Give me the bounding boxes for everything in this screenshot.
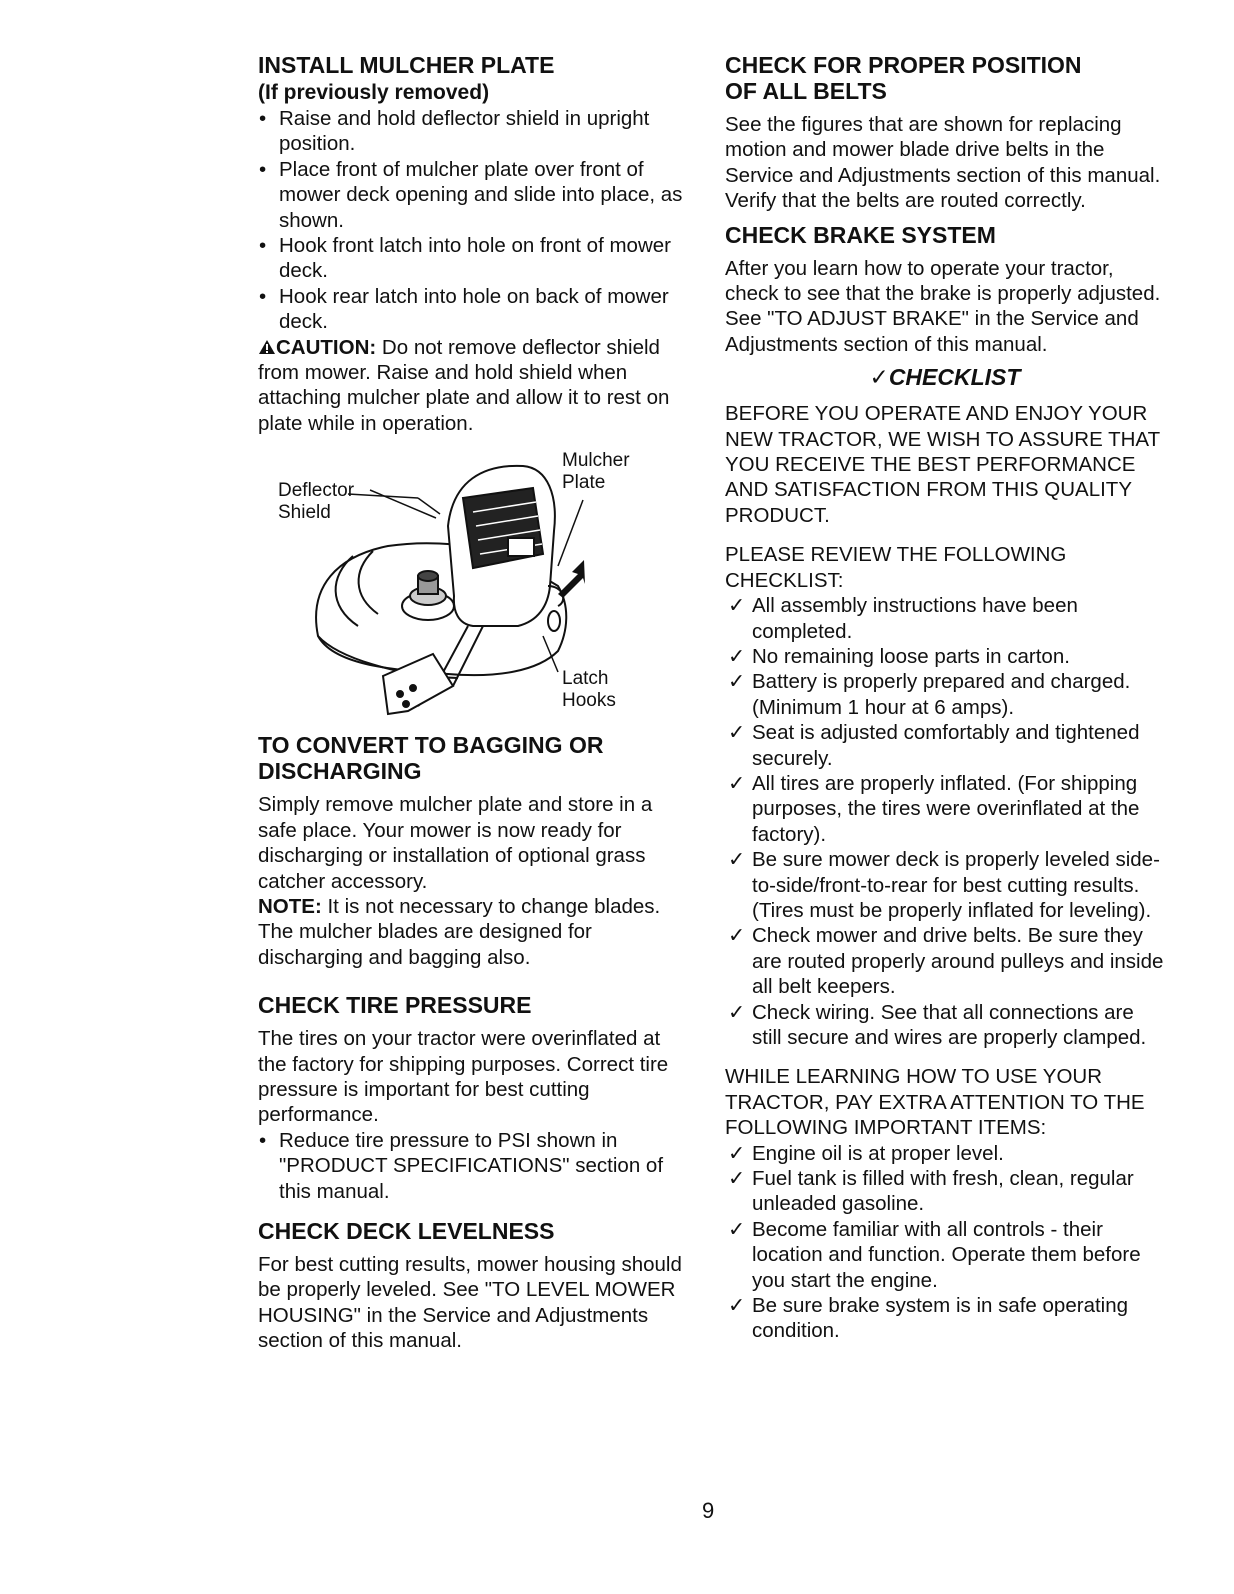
checklist-list bbox=[725, 593, 1165, 1050]
section-title: CHECK TIRE PRESSURE bbox=[258, 992, 532, 1019]
checklist-item: ✓ Engine oil is at proper level. bbox=[728, 1141, 1004, 1165]
checklist-item: ✓ Battery is properly prepared and charged. (Minimum 1 hour at 6 amps). bbox=[728, 670, 1131, 719]
section-title: CHECK FOR PROPER POSITION OF ALL BELTS bbox=[725, 52, 1082, 104]
mulcher-plate-figure bbox=[258, 436, 688, 718]
checklist-item: ✓ Be sure mower deck is properly leveled side-to-side/front-to-rear for best cutting results. (Tires must be properly inflated for leveling). bbox=[728, 848, 1160, 922]
checklist-item: ✓ Check mower and drive belts. Be sure they are routed properly around pulleys and inside all belt keepers. bbox=[728, 924, 1164, 999]
install-mulcher-plate-section bbox=[258, 52, 688, 436]
section-body: The tires on your tractor were overinflated at the factory for shipping purposes. Correct tire pressure is important for best cutting performance. bbox=[258, 1027, 669, 1127]
warning-triangle-icon bbox=[258, 339, 276, 355]
checklist-item: ✓ All tires are properly inflated. (For shipping purposes, the tires were overinflated at the factory). bbox=[728, 771, 1140, 846]
list-item: • Hook rear latch into hole on back of mower deck. bbox=[259, 284, 669, 334]
deck-levelness-section bbox=[258, 1218, 688, 1354]
bullet-icon: • bbox=[259, 284, 267, 308]
bullet-icon: • bbox=[259, 1128, 267, 1152]
list-item: • Raise and hold deflector shield in upright position. bbox=[259, 107, 650, 156]
list-item: • Hook front latch into hole on front of mower deck. bbox=[259, 234, 671, 283]
section-body: After you learn how to operate your tractor, check to see that the brake is properly adjusted. See "TO ADJUST BRAKE" in the Service and Adjustments section of this manual. bbox=[725, 256, 1161, 356]
checklist-item: ✓ No remaining loose parts in carton. bbox=[728, 644, 1070, 668]
check-icon: ✓ bbox=[728, 670, 746, 694]
check-icon: ✓ bbox=[728, 771, 746, 795]
list-item: • Place front of mulcher plate over front of mower deck opening and slide into place, as shown. bbox=[259, 157, 683, 232]
check-icon: ✓ bbox=[728, 924, 746, 948]
section-title: CHECK DECK LEVELNESS bbox=[258, 1217, 555, 1244]
bullet-list bbox=[258, 1128, 688, 1204]
check-icon: ✓ bbox=[728, 594, 746, 618]
checklist-learning: WHILE LEARNING HOW TO USE YOUR TRACTOR, PAY EXTRA ATTENTION TO THE FOLLOWING IMPORTANT ITEMS: bbox=[725, 1065, 1145, 1140]
checklist-item: ✓ Check wiring. See that all connections are still secure and wires are properly clamped. bbox=[728, 1000, 1147, 1049]
bullet-icon: • bbox=[259, 107, 267, 130]
important-items-list bbox=[725, 1141, 1165, 1344]
latch-hooks-label: Latch Hooks bbox=[562, 668, 616, 712]
note-paragraph: NOTE: It is not necessary to change blades. The mulcher blades are designed for discharging and bagging also. bbox=[258, 894, 661, 969]
list-item: • Reduce tire pressure to PSI shown in "PRODUCT SPECIFICATIONS" section of this manual. bbox=[259, 1128, 664, 1203]
mulcher-plate-label: Mulcher Plate bbox=[562, 450, 630, 494]
bullet-icon: • bbox=[259, 157, 267, 181]
page-number: 9 bbox=[702, 1498, 715, 1523]
check-icon: ✓ bbox=[728, 1167, 746, 1191]
check-icon: ✓ bbox=[728, 1294, 746, 1318]
checklist-heading: ✓CHECKLIST bbox=[869, 364, 1021, 391]
right-column bbox=[725, 52, 1165, 1344]
deflector-shield-label: Deflector Shield bbox=[278, 480, 355, 524]
left-column bbox=[258, 52, 688, 1354]
bullet-icon: • bbox=[259, 234, 267, 258]
check-icon: ✓ bbox=[728, 1141, 746, 1165]
checklist-item: ✓ All assembly instructions have been completed. bbox=[728, 594, 1078, 643]
caution-paragraph bbox=[258, 335, 688, 437]
checklist-item: ✓ Be sure brake system is in safe operating condition. bbox=[728, 1294, 1129, 1343]
checklist-item: ✓ Seat is adjusted comfortably and tightened securely. bbox=[728, 721, 1140, 770]
check-icon: ✓ bbox=[728, 721, 746, 745]
section-title: TO CONVERT TO BAGGING OR DISCHARGING bbox=[258, 732, 604, 785]
checklist-section bbox=[725, 363, 1165, 1344]
checklist-review: PLEASE REVIEW THE FOLLOWING CHECKLIST: bbox=[725, 543, 1067, 592]
convert-bagging-section bbox=[258, 732, 688, 970]
caution-text: Do not remove deflector shield from mower. Raise and hold shield when attaching mulcher plate and allow it to rest on plate while in operation. bbox=[258, 335, 670, 435]
checklist-item: ✓ Fuel tank is filled with fresh, clean, regular unleaded gasoline. bbox=[728, 1167, 1134, 1216]
section-title: INSTALL MULCHER PLATE bbox=[258, 52, 555, 78]
bullet-list bbox=[258, 106, 688, 335]
caution-label: CAUTION: bbox=[276, 335, 377, 359]
check-icon: ✓ bbox=[728, 1000, 746, 1024]
check-icon: ✓ bbox=[728, 848, 746, 872]
section-body: Simply remove mulcher plate and store in a safe place. Your mower is now ready for discharging or installation of optional grass catcher accessory. bbox=[258, 793, 653, 893]
section-subtitle: (If previously removed) bbox=[258, 81, 490, 104]
check-icon: ✓ bbox=[728, 644, 746, 668]
tire-pressure-section bbox=[258, 992, 688, 1204]
section-body: For best cutting results, mower housing should be properly leveled. See "TO LEVEL MOWER HOUSING" in the Service and Adjustments section of this manual. bbox=[258, 1252, 682, 1353]
section-body: See the figures that are shown for replacing motion and mower blade drive belts in the Service and Adjustments section of this manual. Verify that the belts are routed correctly. bbox=[725, 113, 1161, 213]
section-title: CHECK BRAKE SYSTEM bbox=[725, 221, 996, 248]
note-label: NOTE: bbox=[258, 894, 322, 918]
brake-section bbox=[725, 222, 1165, 358]
checklist-intro: BEFORE YOU OPERATE AND ENJOY YOUR NEW TRACTOR, WE WISH TO ASSURE THAT YOU RECEIVE THE BEST PERFORMANCE AND SATISFACTION FROM THIS QUALITY PRODUCT. bbox=[725, 402, 1160, 527]
belts-section bbox=[725, 52, 1165, 214]
check-icon: ✓ bbox=[728, 1217, 746, 1241]
checklist-item: ✓ Become familiar with all controls - their location and function. Operate them before you start the engine. bbox=[728, 1217, 1141, 1292]
